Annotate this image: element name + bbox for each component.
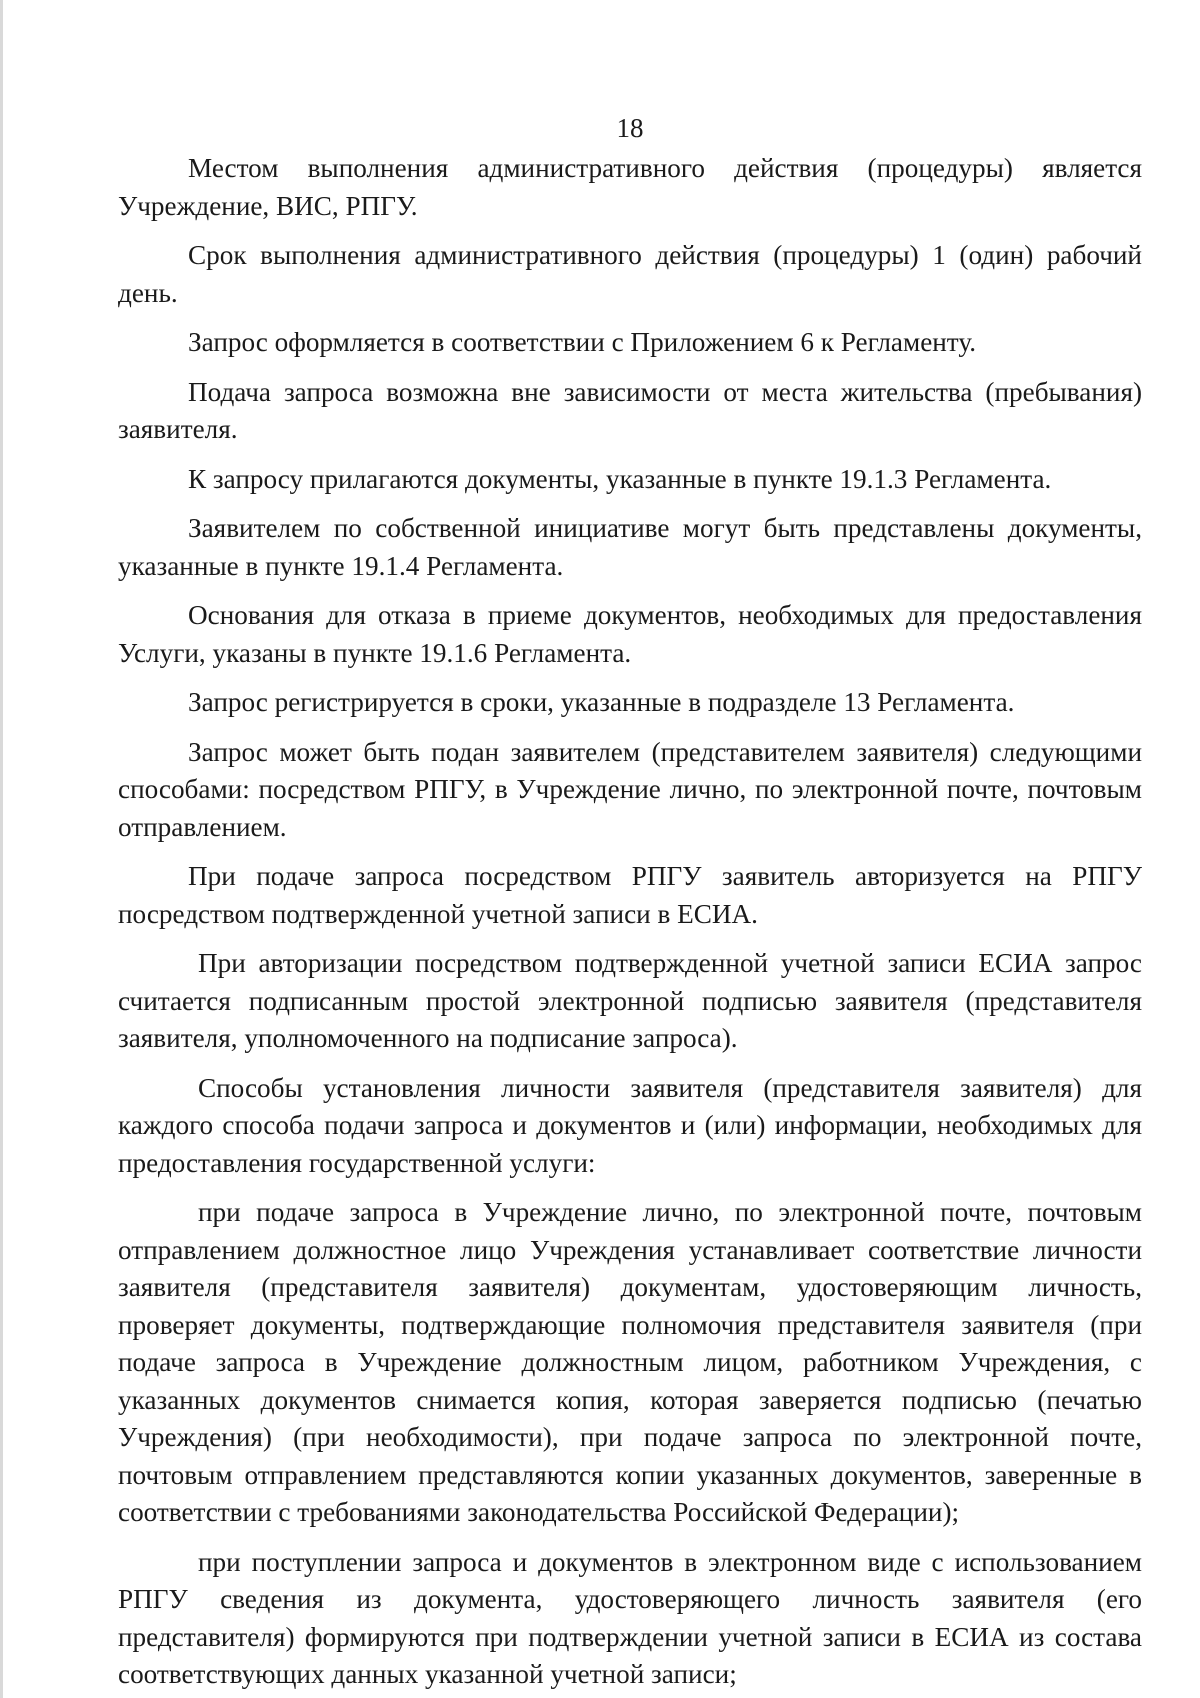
paragraph-residence: Подача запроса возможна вне зависимости от места жительства (пребывания) заявителя. — [118, 376, 1142, 444]
paragraph-rpgu-authorization: При подаче запроса посредством РПГУ заявитель авторизуется на РПГУ посредством подтвержденной учетной записи в ЕСИА. — [118, 861, 1142, 929]
paragraph-request-form: Запрос оформляется в соответствии с Приложением 6 к Регламенту. — [188, 327, 976, 357]
paragraph-deadline: Срок выполнения административного действия (процедуры) 1 (один) рабочий день. — [118, 240, 1142, 308]
paragraph-esia-signature: При авторизации посредством подтвержденной учетной записи ЕСИА запрос считается подписанным простой электронной подписью заявителя (представителя заявителя, уполномоченного на подписание запроса). — [118, 948, 1142, 1053]
paragraph-refusal-grounds: Основания для отказа в приеме документов, необходимых для предоставления Услуги, указаны в пункте 19.1.6 Регламента. — [118, 600, 1142, 668]
paragraph-registration: Запрос регистрируется в сроки, указанные в подразделе 13 Регламента. — [188, 687, 1015, 717]
paragraph-in-person-identification: при подаче запроса в Учреждение лично, по электронной почте, почтовым отправлением должностное лицо Учреждения устанавливает соответствие личности заявителя (представителя заявителя) документам, удостоверяющим личность, проверяет документы, подтверждающие полномочия представителя заявителя (при подаче запроса в Учреждение должностным лицом, работником Учреждения, с указанных документов снимается копия, которая заверяется подписью (печатью Учреждения) (при необходимости), при подаче запроса по электронной почте, почтовым отправлением представляются копии указанных документов, заверенные в соответствии с требованиями законодательства Российской Федерации); — [118, 1197, 1142, 1527]
document-body — [118, 150, 1142, 1694]
paragraph-own-initiative: Заявителем по собственной инициативе могут быть представлены документы, указанные в пункте 19.1.4 Регламента. — [118, 513, 1142, 581]
paragraph-electronic-identification: при поступлении запроса и документов в электронном виде с использованием РПГУ сведения из документа, удостоверяющего личность заявителя (его представителя) формируются при подтверждении учетной записи в ЕСИА из состава соответствующих данных указанной учетной записи; — [118, 1546, 1142, 1689]
paragraph-place: Местом выполнения административного действия (процедуры) является Учреждение, ВИС, РПГУ. — [118, 153, 1142, 221]
page-number: 18 — [616, 113, 644, 143]
page-edge — [0, 0, 3, 1698]
paragraph-identification-methods: Способы установления личности заявителя (представителя заявителя) для каждого способа подачи запроса и документов и (или) информации, необходимых для предоставления государственной услуги: — [118, 1072, 1142, 1178]
paragraph-submission-methods: Запрос может быть подан заявителем (представителем заявителя) следующими способами: посредством РПГУ, в Учреждение лично, по электронной почте, почтовым отправлением. — [118, 736, 1142, 842]
paragraph-attached-documents: К запросу прилагаются документы, указанные в пункте 19.1.3 Регламента. — [188, 463, 1052, 494]
